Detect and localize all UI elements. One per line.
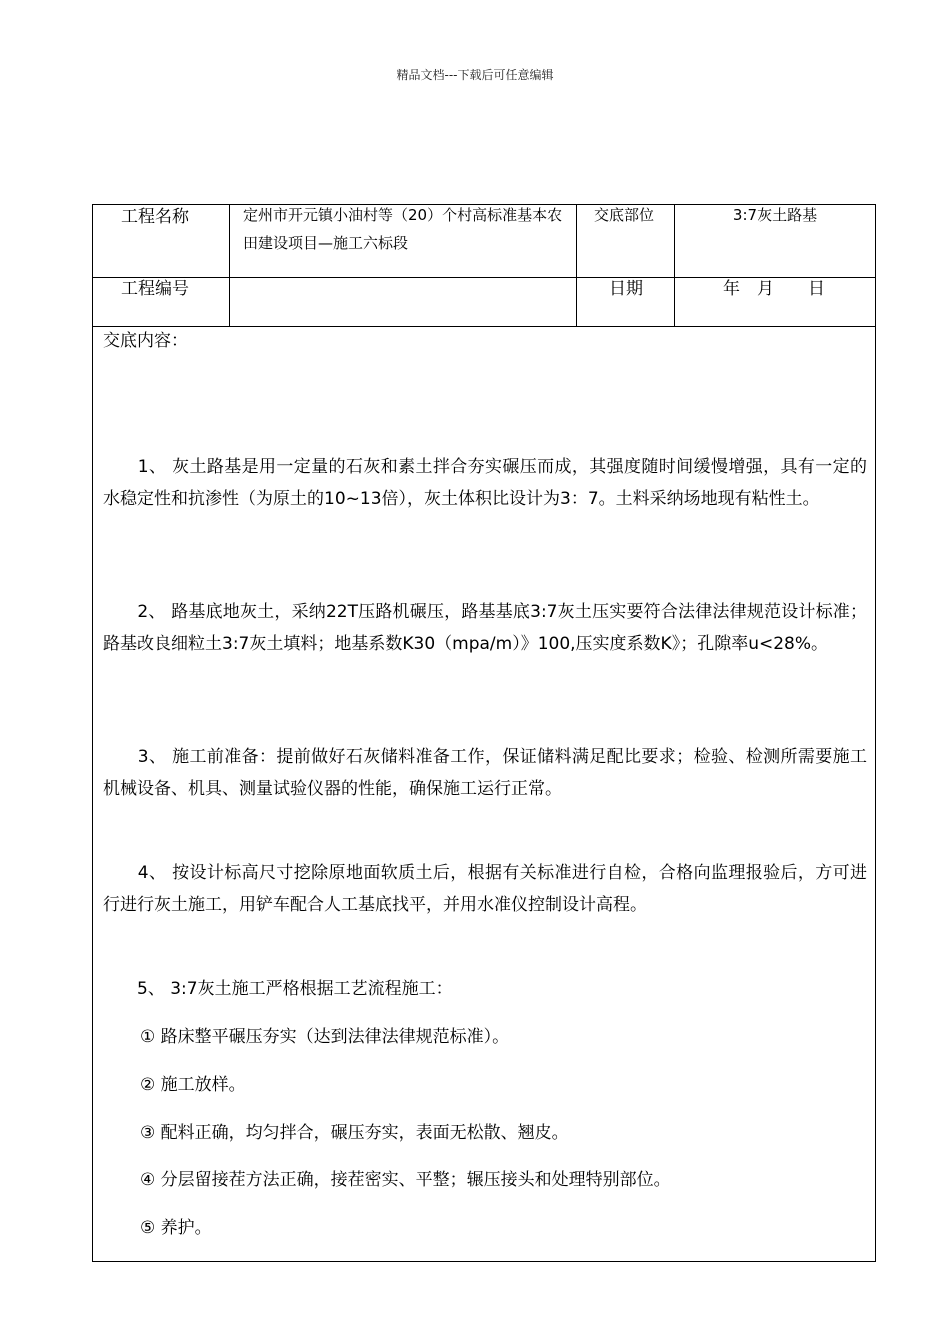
- page-header-watermark: 精品文档---下载后可任意编辑: [396, 68, 554, 82]
- date-value: 年 月 日: [723, 279, 825, 299]
- date-label: 日期: [609, 279, 643, 299]
- process-step: ③ 配料正确，均匀拌合，碾压夯实，表面无松散、翘皮。: [140, 1123, 569, 1143]
- project-name-label: 工程名称: [121, 207, 189, 227]
- process-step: ② 施工放样。: [140, 1075, 246, 1095]
- handover-part-value: 3:7灰土路基: [732, 206, 818, 224]
- project-number-label: 工程编号: [121, 279, 189, 299]
- handover-part-label: 交底部位: [594, 206, 655, 224]
- content-paragraph: 1、 灰土路基是用一定量的石灰和素土拌合夯实碾压而成，其强度随时间缓慢增强，具有一定的水稳定性和抗渗性（为原土的10~13倍），灰土体积比设计为3：7。土料采纳场地现有粘性土。: [103, 457, 867, 509]
- handover-form-table: [92, 204, 876, 1262]
- process-step: ⑤ 养护。: [140, 1218, 212, 1238]
- content-paragraph: 5、 3:7灰土施工严格根据工艺流程施工：: [103, 979, 453, 999]
- column-divider: [576, 205, 577, 326]
- project-name-value: 定州市开元镇小油村等（20）个村高标准基本农田建设项目—施工六标段: [243, 206, 563, 252]
- column-divider: [229, 205, 230, 326]
- content-paragraph: 4、 按设计标高尺寸挖除原地面软质土后，根据有关标准进行自检，合格向监理报验后，方可进行进行灰土施工，用铲车配合人工基底找平，并用水准仪控制设计高程。: [103, 863, 867, 915]
- process-step: ④ 分层留接茬方法正确，接茬密实、平整；辗压接头和处理特别部位。: [140, 1170, 671, 1190]
- process-step: ① 路床整平碾压夯实（达到法律法律规范标准）。: [140, 1027, 510, 1047]
- row-divider: [93, 326, 875, 327]
- content-label: 交底内容：: [103, 331, 188, 351]
- content-paragraph: 3、 施工前准备：提前做好石灰储料准备工作，保证储料满足配比要求；检验、检测所需要施工机械设备、机具、测量试验仪器的性能，确保施工运行正常。: [103, 747, 867, 799]
- content-paragraph: 2、 路基底地灰土，采纳22T压路机碾压，路基基底3:7灰土压实要符合法律法律规范设计标准；路基改良细粒土3:7灰土填料；地基系数K30（mpa/m）》100,压实度系数K》；孔隙率u<28%。: [103, 602, 867, 654]
